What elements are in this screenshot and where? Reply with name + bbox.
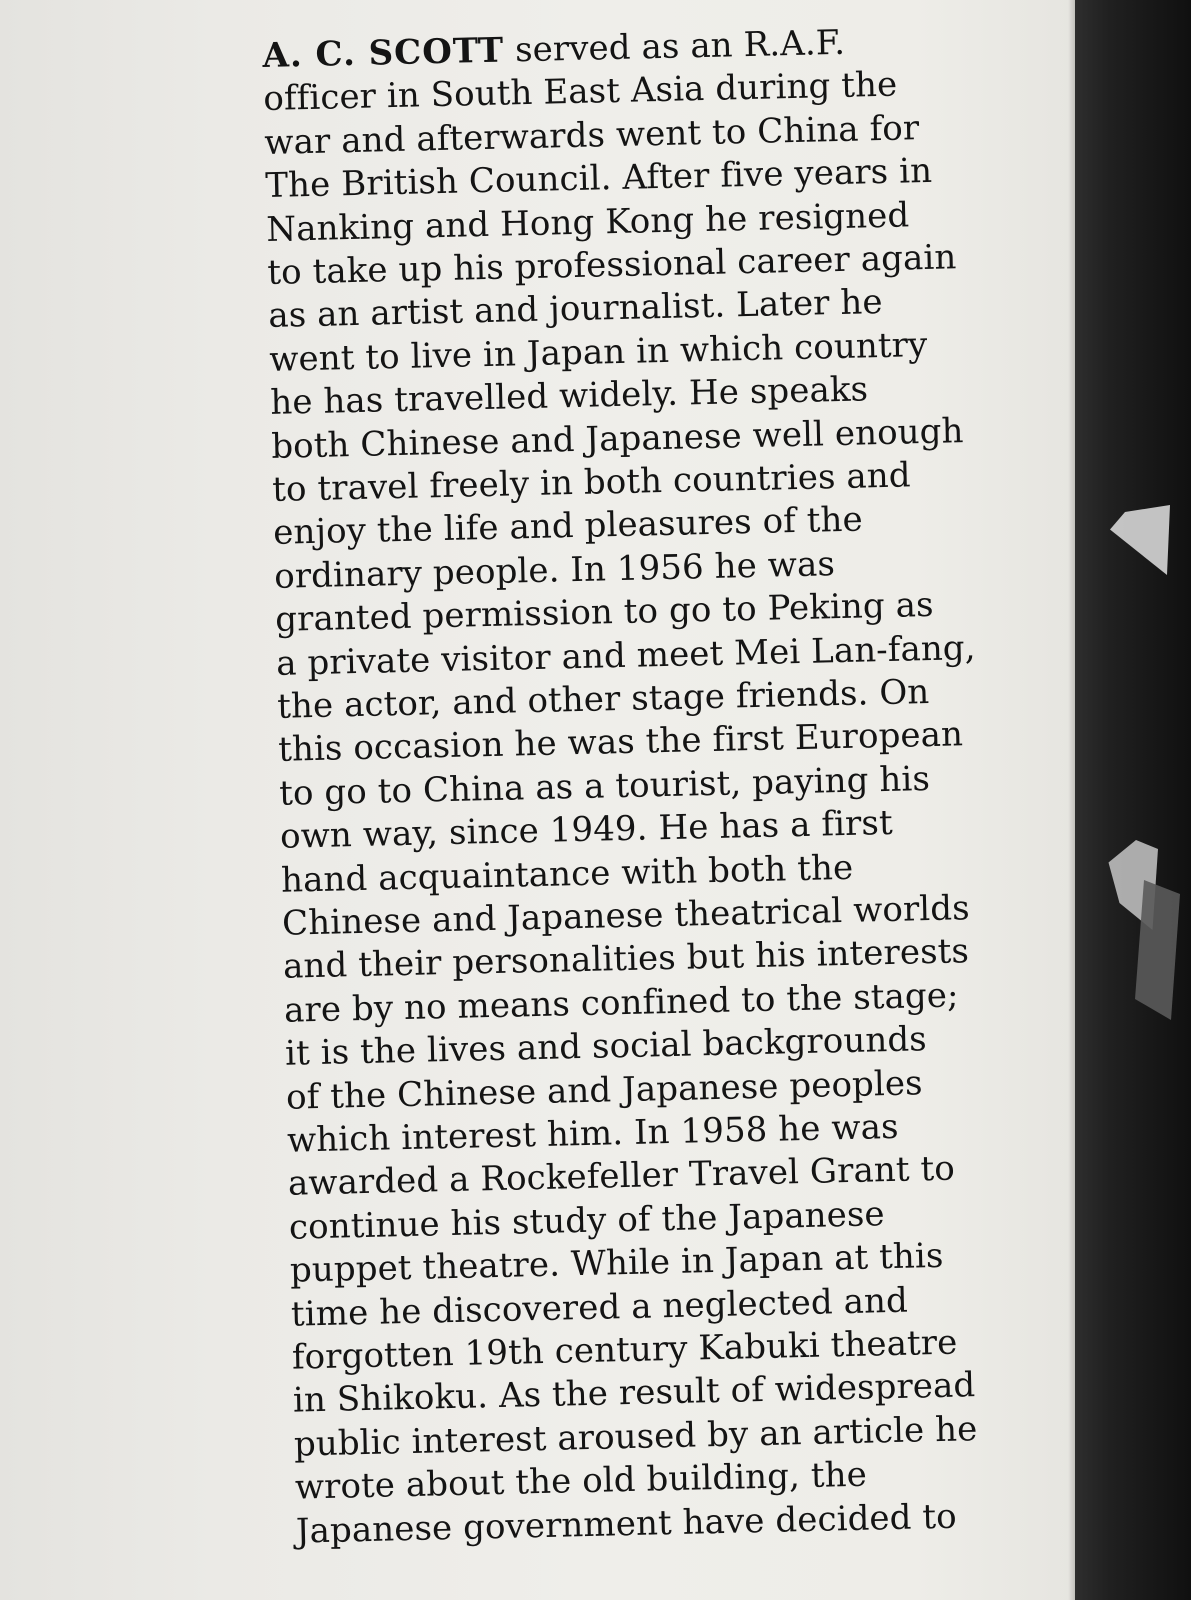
bio-line: of the Chinese and Japanese peoples <box>285 1062 924 1118</box>
first-line-text: served as an R.A.F. <box>503 22 846 71</box>
bio-line: it is the lives and social backgrounds <box>284 1019 928 1074</box>
bio-line: The British Council. After five years in <box>264 151 933 207</box>
bio-line: are by no means confined to the stage; <box>283 975 960 1031</box>
bio-line: ordinary people. In 1956 he was <box>273 543 836 597</box>
bio-line: the actor, and other stage friends. On <box>276 672 930 727</box>
author-biography <box>262 19 1057 1596</box>
bio-line: to go to China as a tourist, paying his <box>278 758 931 814</box>
bio-line: as an artist and journalist. Later he <box>267 282 884 337</box>
bio-line: hand acquaintance with both the <box>280 847 854 901</box>
bio-line: officer in South East Asia during the <box>262 64 898 120</box>
bio-line: Japanese government have decided to <box>295 1496 958 1552</box>
adjacent-cover-photo <box>1075 0 1191 1600</box>
bio-line: which interest him. In 1958 he was <box>286 1106 899 1161</box>
bio-line: this occasion he was the first European <box>277 714 964 771</box>
bio-line: wrote about the old building, the <box>294 1454 868 1508</box>
bio-line: Nanking and Hong Kong he resigned <box>265 194 910 250</box>
bio-line: Chinese and Japanese theatrical worlds <box>281 888 971 944</box>
bio-line: to travel freely in both countries and <box>271 455 912 510</box>
bio-line: went to live in Japan in which country <box>268 324 928 380</box>
bio-line: forgotten 19th century Kabuki theatre <box>291 1322 958 1378</box>
bio-line: awarded a Rockefeller Travel Grant to <box>287 1148 956 1205</box>
bio-line: and their personalities but his interests <box>282 931 970 988</box>
bio-line: enjoy the life and pleasures of the <box>272 499 864 554</box>
bio-line: continue his study of the Japanese <box>288 1193 886 1248</box>
photo-fragment <box>1110 505 1170 575</box>
bio-line: in Shikoku. As the result of widespread <box>292 1365 976 1422</box>
bio-line: own way, since 1949. He has a first <box>279 803 894 857</box>
bio-line: both Chinese and Japanese well enough <box>270 410 964 467</box>
author-name: A. C. SCOTT <box>262 30 505 76</box>
bio-line: a private visitor and meet Mei Lan-fang, <box>275 627 977 684</box>
bio-line: public interest aroused by an article he <box>293 1408 978 1465</box>
bio-line: he has travelled widely. He speaks <box>269 369 869 424</box>
bio-line: granted permission to go to Peking as <box>274 585 935 641</box>
bio-line: puppet theatre. While in Japan at this <box>289 1236 944 1291</box>
bio-line: to take up his professional career again <box>266 237 957 293</box>
bio-line: time he discovered a neglected and <box>290 1280 909 1335</box>
bio-line: war and afterwards went to China for <box>263 107 920 163</box>
